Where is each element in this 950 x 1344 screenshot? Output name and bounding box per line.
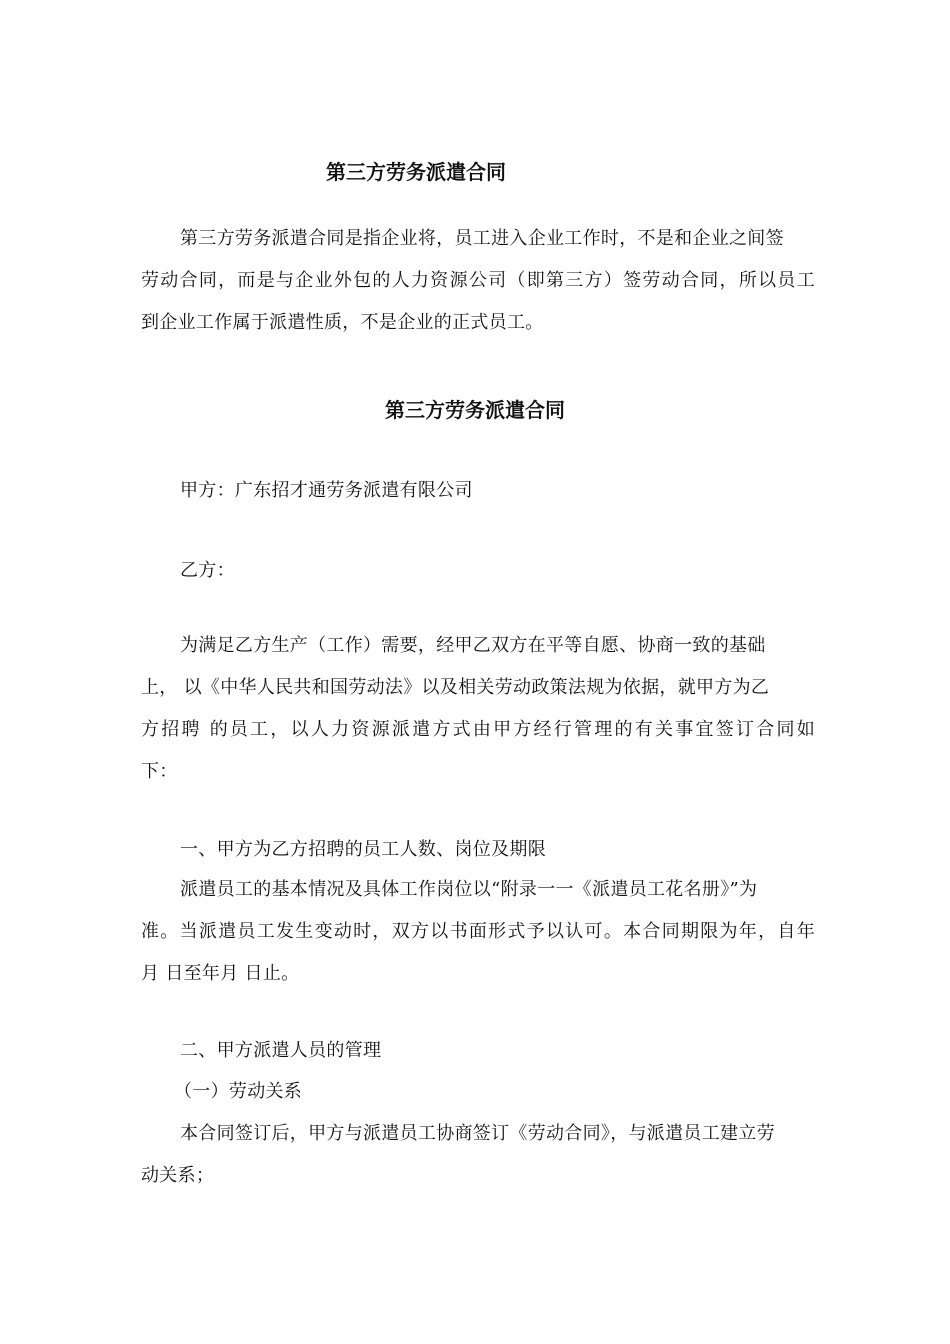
intro-line-3: 到企业工作属于派遣性质，不是企业的正式员工。 xyxy=(141,312,544,333)
preamble-line-2: 上， 以《中华人民共和国劳动法》以及相关劳动政策法规为依据，就甲方为乙 xyxy=(141,677,770,698)
intro-line-2: 劳动合同，而是与企业外包的人力资源公司（即第三方）签劳动合同，所以员工 xyxy=(141,270,815,291)
party-b-line: 乙方： xyxy=(180,560,235,581)
section2-subheading-1: （一）劳动关系 xyxy=(174,1081,303,1102)
preamble-line-4: 下： xyxy=(141,761,178,782)
section1-line-3: 月 日至年月 日止。 xyxy=(141,963,300,984)
preamble-line-1: 为满足乙方生产（工作）需要，经甲乙双方在平等自愿、协商一致的基础 xyxy=(180,635,766,656)
section1-heading: 一、甲方为乙方招聘的员工人数、岗位及期限 xyxy=(180,839,546,860)
section2-heading: 二、甲方派遣人员的管理 xyxy=(180,1040,382,1061)
section1-line-1: 派遣员工的基本情况及具体工作岗位以“附录一一《派遣员工花名册》”为 xyxy=(180,879,758,900)
section2-line-2: 动关系； xyxy=(141,1165,215,1186)
section2-line-1: 本合同签订后，甲方与派遣员工协商签订《劳动合同》，与派遣员工建立劳 xyxy=(180,1123,775,1144)
party-a-line: 甲方：广东招才通劳务派遣有限公司 xyxy=(180,480,473,501)
section1-line-2: 准。当派遣员工发生变动时，双方以书面形式予以认可。本合同期限为年，自年 xyxy=(141,921,815,942)
document-title-top: 第三方劳务派遣合同 xyxy=(326,160,506,184)
intro-line-1: 第三方劳务派遣合同是指企业将，员工进入企业工作时，不是和企业之间签 xyxy=(180,228,784,249)
preamble-line-3: 方招聘 的员工，以人力资源派遣方式由甲方经行管理的有关事宜签订合同如 xyxy=(141,719,815,740)
document-title-main: 第三方劳务派遣合同 xyxy=(385,398,565,422)
